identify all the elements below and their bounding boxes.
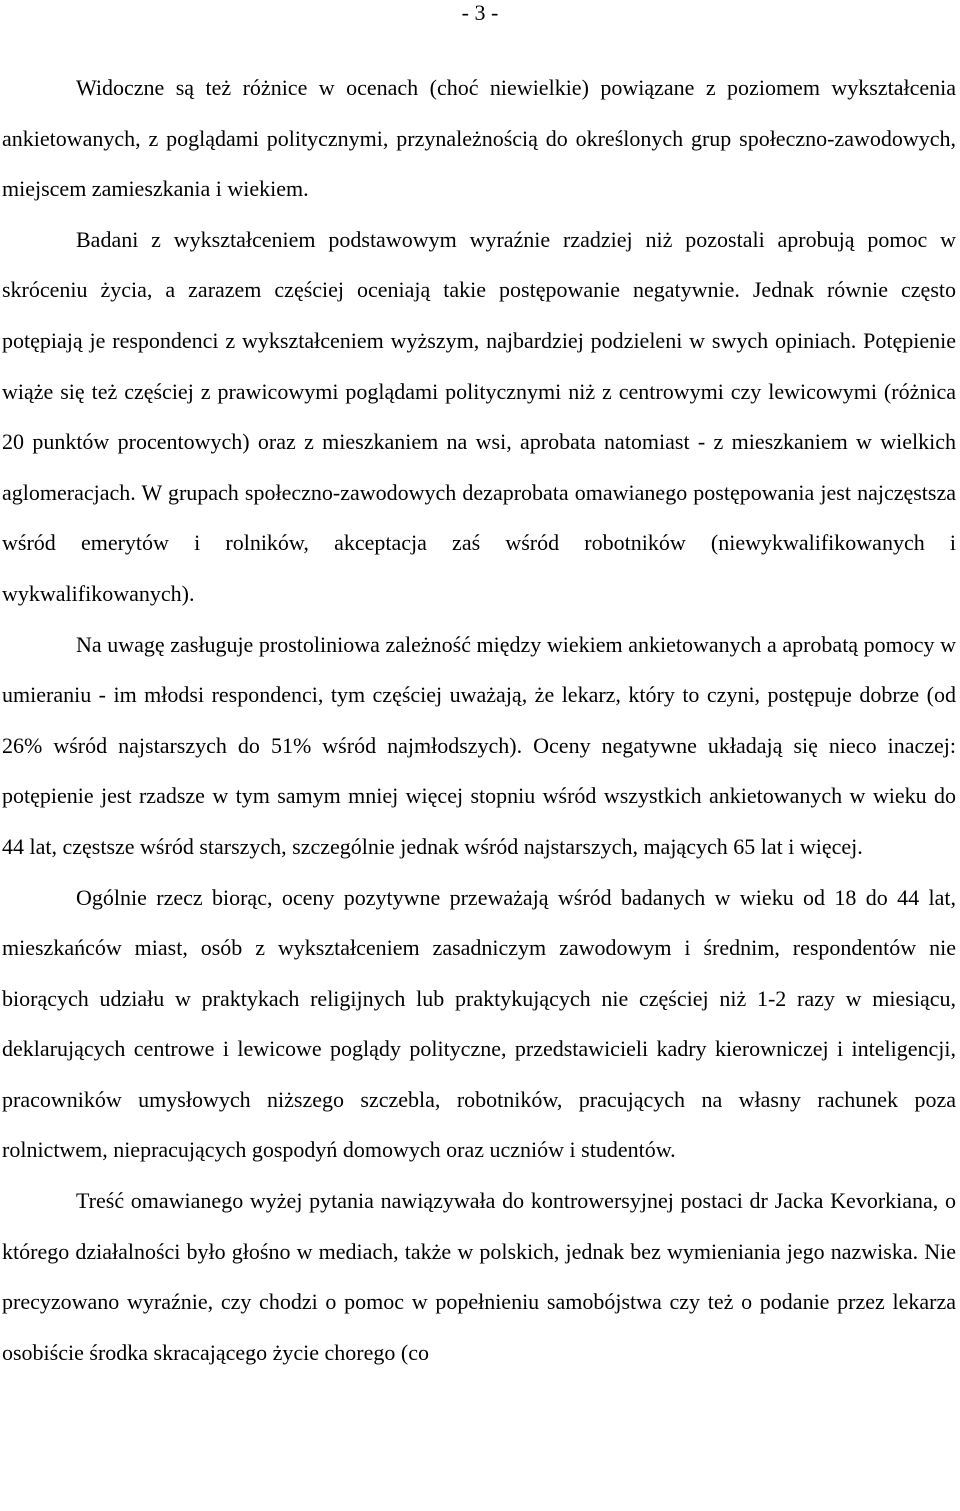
paragraph-3: Na uwagę zasługuje prostoliniowa zależność między wiekiem ankietowanych a aprobatą pomocy w umieraniu - im młodsi respondenci, tym częściej uważają, że lekarz, który to czyni, postępuje dobrze (od 26% wśród najstarszych do 51% wśród najmłodszych). Oceny negatywne układają się nieco inaczej: potępienie jest rzadsze w tym samym mniej więcej stopniu wśród wszystkich ankietowanych w wieku do 44 lat, częstsze wśród starszych, szczególnie jednak wśród najstarszych, mających 65 lat i więcej. [2,631,956,859]
paragraph-1: Widoczne są też różnice w ocenach (choć niewielkie) powiązane z poziomem wykształcenia ankietowanych, z poglądami politycznymi, przynależnością do określonych grup społeczno-zawodowych, miejscem zamieszkania i wiekiem. [2,75,956,202]
paragraph-5: Treść omawianego wyżej pytania nawiązywała do kontrowersyjnej postaci dr Jacka Kevorkiana, o którego działalności było głośno w mediach, także w polskich, jednak bez wymieniania jego nazwiska. Nie precyzowano wyraźnie, czy chodzi o pomoc w popełnieniu samobójstwa czy też o podanie przez lekarza osobiście środka skracającego życie chorego (co [2,1188,956,1365]
paragraph-4: Ogólnie rzecz biorąc, oceny pozytywne przeważają wśród badanych w wieku od 18 do 44 lat, mieszkańców miast, osób z wykształceniem zasadniczym zawodowym i średnim, respondentów nie biorących udziału w praktykach religijnych lub praktykujących nie częściej niż 1-2 razy w miesiącu, deklarujących centrowe i lewicowe poglądy polityczne, przedstawicieli kadry kierowniczej i inteligencji, pracowników umysłowych niższego szczebla, robotników, pracujących na własny rachunek poza rolnictwem, niepracujących gospodyń domowych oraz uczniów i studentów. [2,884,956,1163]
body-text [2,63,956,1378]
paragraph-2: Badani z wykształceniem podstawowym wyraźnie rzadziej niż pozostali aprobują pomoc w skróceniu życia, a zarazem częściej oceniają takie postępowanie negatywnie. Jednak równie często potępiają je respondenci z wykształceniem wyższym, najbardziej podzieleni w swych opiniach. Potępienie wiąże się też częściej z prawicowymi poglądami politycznymi niż z centrowymi czy lewicowymi (różnica 20 punktów procentowych) oraz z mieszkaniem na wsi, aprobata natomiast - z mieszkaniem w wielkich aglomeracjach. W grupach społeczno-zawodowych dezaprobata omawianego postępowania jest najczęstsza wśród emerytów i rolników, akceptacja zaś wśród robotników (niewykwalifikowanych i wykwalifikowanych). [2,226,956,606]
page-number: - 3 - [461,0,499,25]
